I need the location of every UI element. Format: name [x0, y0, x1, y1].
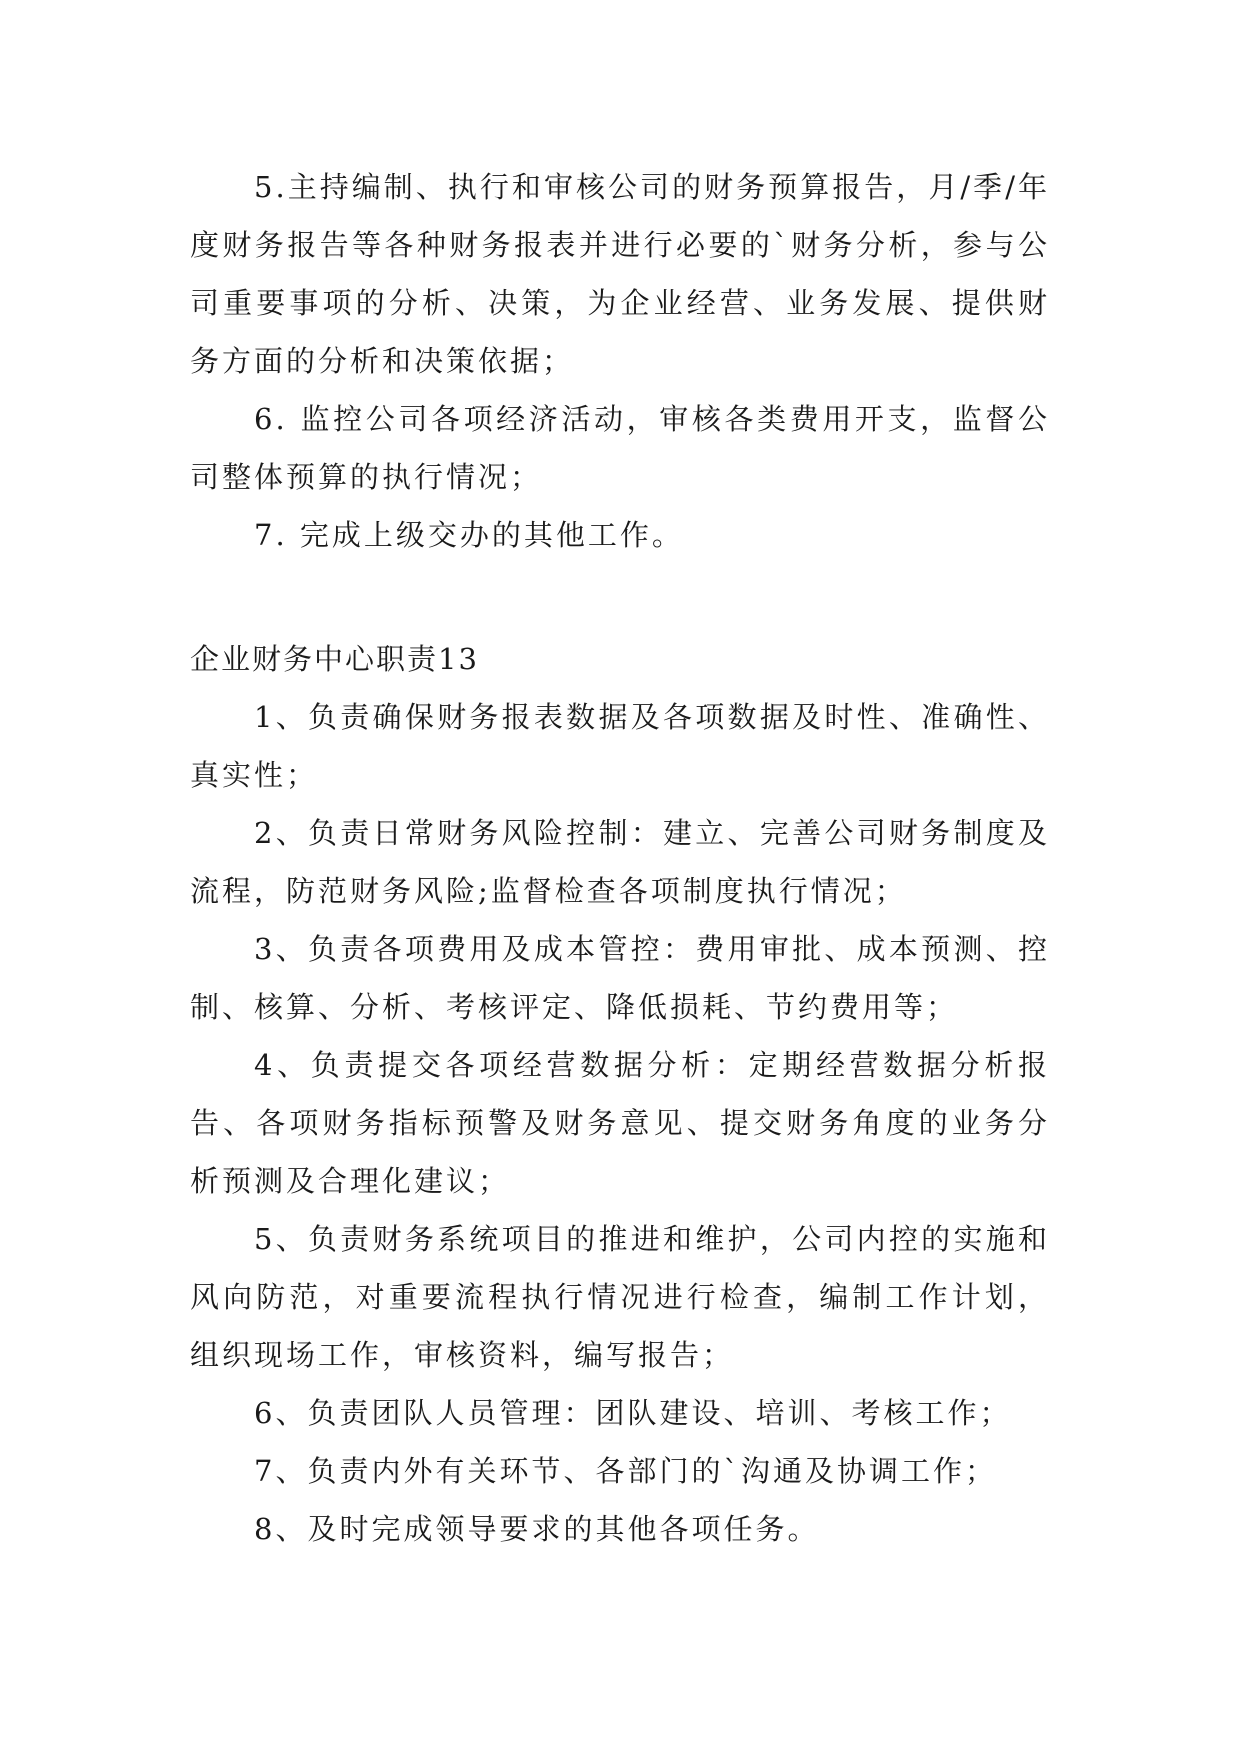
paragraph-s2-1: 1、负责确保财务报表数据及各项数据及时性、准确性、真实性；: [190, 700, 1050, 792]
paragraph-s2-5: 5、负责财务系统项目的推进和维护，公司内控的实施和风向防范，对重要流程执行情况进行检查，编制工作计划，组织现场工作，审核资料，编写报告；: [190, 1222, 1050, 1372]
paragraph-s1-6: 6. 监控公司各项经济活动，审核各类费用开支，监督公司整体预算的执行情况；: [190, 402, 1050, 494]
paragraph-s1-7: 7. 完成上级交办的其他工作。: [254, 518, 684, 552]
paragraph-s2-2: 2、负责日常财务风险控制：建立、完善公司财务制度及流程，防范财务风险;监督检查各项制度执行情况；: [190, 816, 1050, 908]
paragraph-s2-3: 3、负责各项费用及成本管控：费用审批、成本预测、控制、核算、分析、考核评定、降低损耗、节约费用等；: [190, 932, 1050, 1024]
paragraph-s2-6: 6、负责团队人员管理：团队建设、培训、考核工作；: [254, 1396, 1012, 1430]
section-heading: 企业财务中心职责13: [190, 642, 479, 676]
document-body: [190, 158, 1050, 1558]
paragraph-s1-5: 5.主持编制、执行和审核公司的财务预算报告，月/季/年度财务报告等各种财务报表并进行必要的`财务分析，参与公司重要事项的分析、决策，为企业经营、业务发展、提供财务方面的分析和决策依据；: [190, 170, 1050, 378]
paragraph-s2-7: 7、负责内外有关环节、各部门的`沟通及协调工作；: [254, 1454, 997, 1488]
paragraph-s2-4: 4、负责提交各项经营数据分析：定期经营数据分析报告、各项财务指标预警及财务意见、提交财务角度的业务分析预测及合理化建议；: [190, 1048, 1050, 1198]
paragraph-s2-8: 8、及时完成领导要求的其他各项任务。: [254, 1512, 820, 1546]
